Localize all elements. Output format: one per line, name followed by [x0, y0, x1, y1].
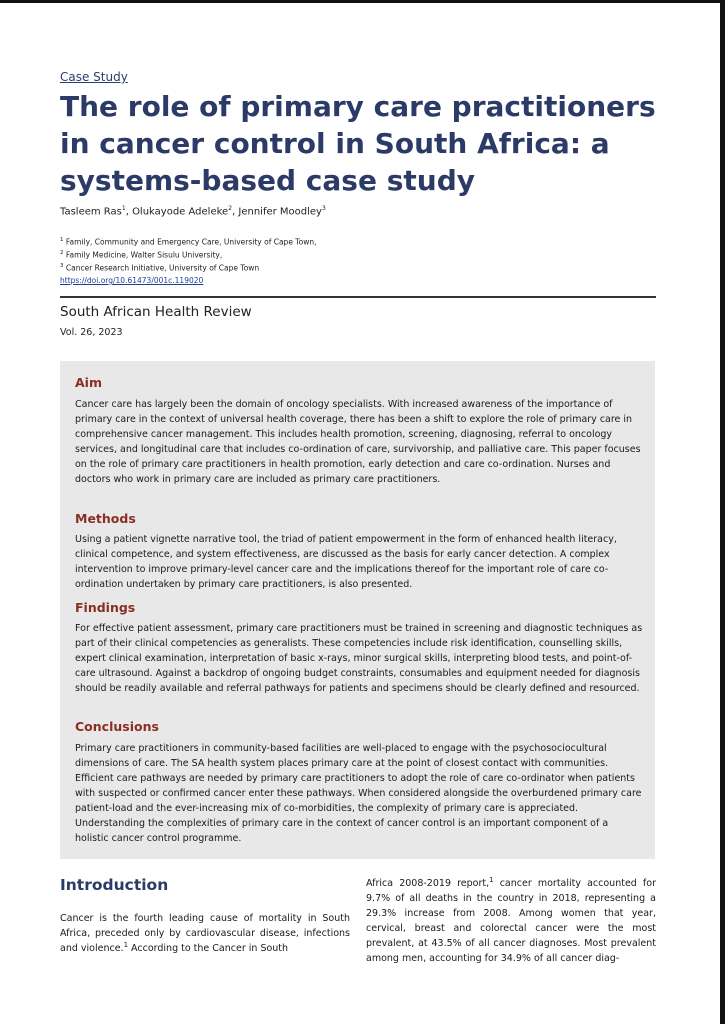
affiliation-list [60, 235, 316, 274]
author-name: Tasleem Ras [60, 206, 122, 218]
window-top-border [0, 0, 725, 3]
body-text: Cancer is the fourth leading cause of mortality in South Africa, preceded only by cardiovascular disease, infections and violence. [60, 913, 350, 954]
affiliation-number: 2 [60, 250, 64, 256]
author-affiliation-number: 2 [228, 205, 233, 212]
author-name: Olukayode Adeleke [132, 206, 229, 218]
article-type-label: Case Study [60, 70, 128, 84]
affiliation-number: 3 [60, 263, 64, 269]
abstract-conclusions-text: Primary care practitioners in community-based facilities are well-placed to engage with the psychosociocultural dimensions of care. The SA health system places primary care at the point of closest contact with communities. Efficient care pathways are needed by primary care practitioners to adopt the role of care co-ordinator when patients with suspected or confirmed cancer enter these pathways. When considered alongside the overburdened primary care patient-load and the ever-increasing mix of co-morbidities, the complexity of primary care is appreciated. Understanding the complexities of primary care in the context of cancer control is an important component of a holistic cancer control programme. [75, 743, 642, 844]
abstract-findings-heading: Findings [75, 600, 136, 615]
author-name: Jennifer Moodley [238, 206, 322, 218]
affiliation-item [60, 235, 316, 248]
author-affiliation-number: 3 [321, 205, 326, 212]
affiliation-text: Family, Community and Emergency Care, University of Cape Town, [63, 237, 317, 247]
abstract-findings-text: For effective patient assessment, primary care practitioners must be trained in screening and diagnostic techniques as part of their clinical competencies as generalists. These competencies include risk identification, counselling skills, expert clinical examination, interpretation of basic x-rays, minor surgical skills, interpreting blood tests, and point-of-care ultrasound. Against a backdrop of ongoing budget constraints, consumables and equipment needed for diagnosis should be readily available and referral pathways for patients and specimens should be clearly defined and resourced. [75, 623, 643, 694]
author-affiliation-number: 1 [121, 205, 126, 212]
affiliation-number: 1 [60, 237, 64, 243]
introduction-heading: Introduction [60, 876, 169, 894]
window-right-border [720, 0, 725, 1024]
body-text: According to the Cancer in South [128, 943, 289, 954]
abstract-methods-text: Using a patient vignette narrative tool, the triad of patient empowerment in the form of enhanced health literacy, clinical competence, and system effectiveness, are discussed as the basis for early cancer detection. A complex intervention to improve primary-level cancer care and the implications thereof for the important role of care co-ordination undertaken by primary care practitioners, is also presented. [75, 534, 617, 590]
journal-name: South African Health Review [60, 304, 252, 320]
body-text: Africa 2008-2019 report, [366, 878, 490, 889]
abstract-methods-heading: Methods [75, 511, 136, 526]
doi-link[interactable]: https://doi.org/10.61473/001c.119020 [60, 276, 204, 285]
body-column-right [366, 876, 656, 966]
affiliation-text: Family Medicine, Walter Sisulu University, [63, 250, 223, 260]
abstract-conclusions-heading: Conclusions [75, 719, 159, 734]
author-separator: , [232, 206, 239, 218]
citation-marker: 1 [489, 875, 494, 884]
journal-volume: Vol. 26, 2023 [60, 327, 123, 338]
abstract-aim-text: Cancer care has largely been the domain of oncology specialists. With increased awareness of the importance of primary care in the context of universal health coverage, there has been a shift to explore the role of primary care in comprehensive cancer management. This includes health promotion, screening, diagnosing, referral to oncology services, and longitudinal care that includes co-ordination of care, survivorship, and palliative care. This paper focuses on the role of primary care practitioners in health promotion, early detection and care co-ordination. Nurses and doctors who work in primary care are included as primary care practitioners. [75, 399, 641, 485]
affiliation-item [60, 248, 316, 261]
body-column-left [60, 911, 350, 956]
body-text: cancer mortality accounted for 9.7% of all deaths in the country in 2018, representing a 29.3% increase from 2008. Among women that year, cervical, breast and colorectal cancer were the most prevalent, at 43.5% of all cancer diagnoses. Most prevalent among men, accounting for 34.9% of all cancer diag- [366, 878, 656, 964]
article-title: The role of primary care practitioners in cancer control in South Africa: a systems-based case study [60, 90, 656, 197]
author-list [60, 205, 326, 217]
abstract-aim-heading: Aim [75, 375, 102, 390]
affiliation-text: Cancer Research Initiative, University of Cape Town [63, 263, 260, 273]
citation-marker: 1 [123, 940, 129, 949]
affiliation-item [60, 261, 316, 274]
header-divider [60, 296, 656, 298]
author-separator: , [125, 206, 133, 218]
abstract-box [60, 361, 655, 859]
